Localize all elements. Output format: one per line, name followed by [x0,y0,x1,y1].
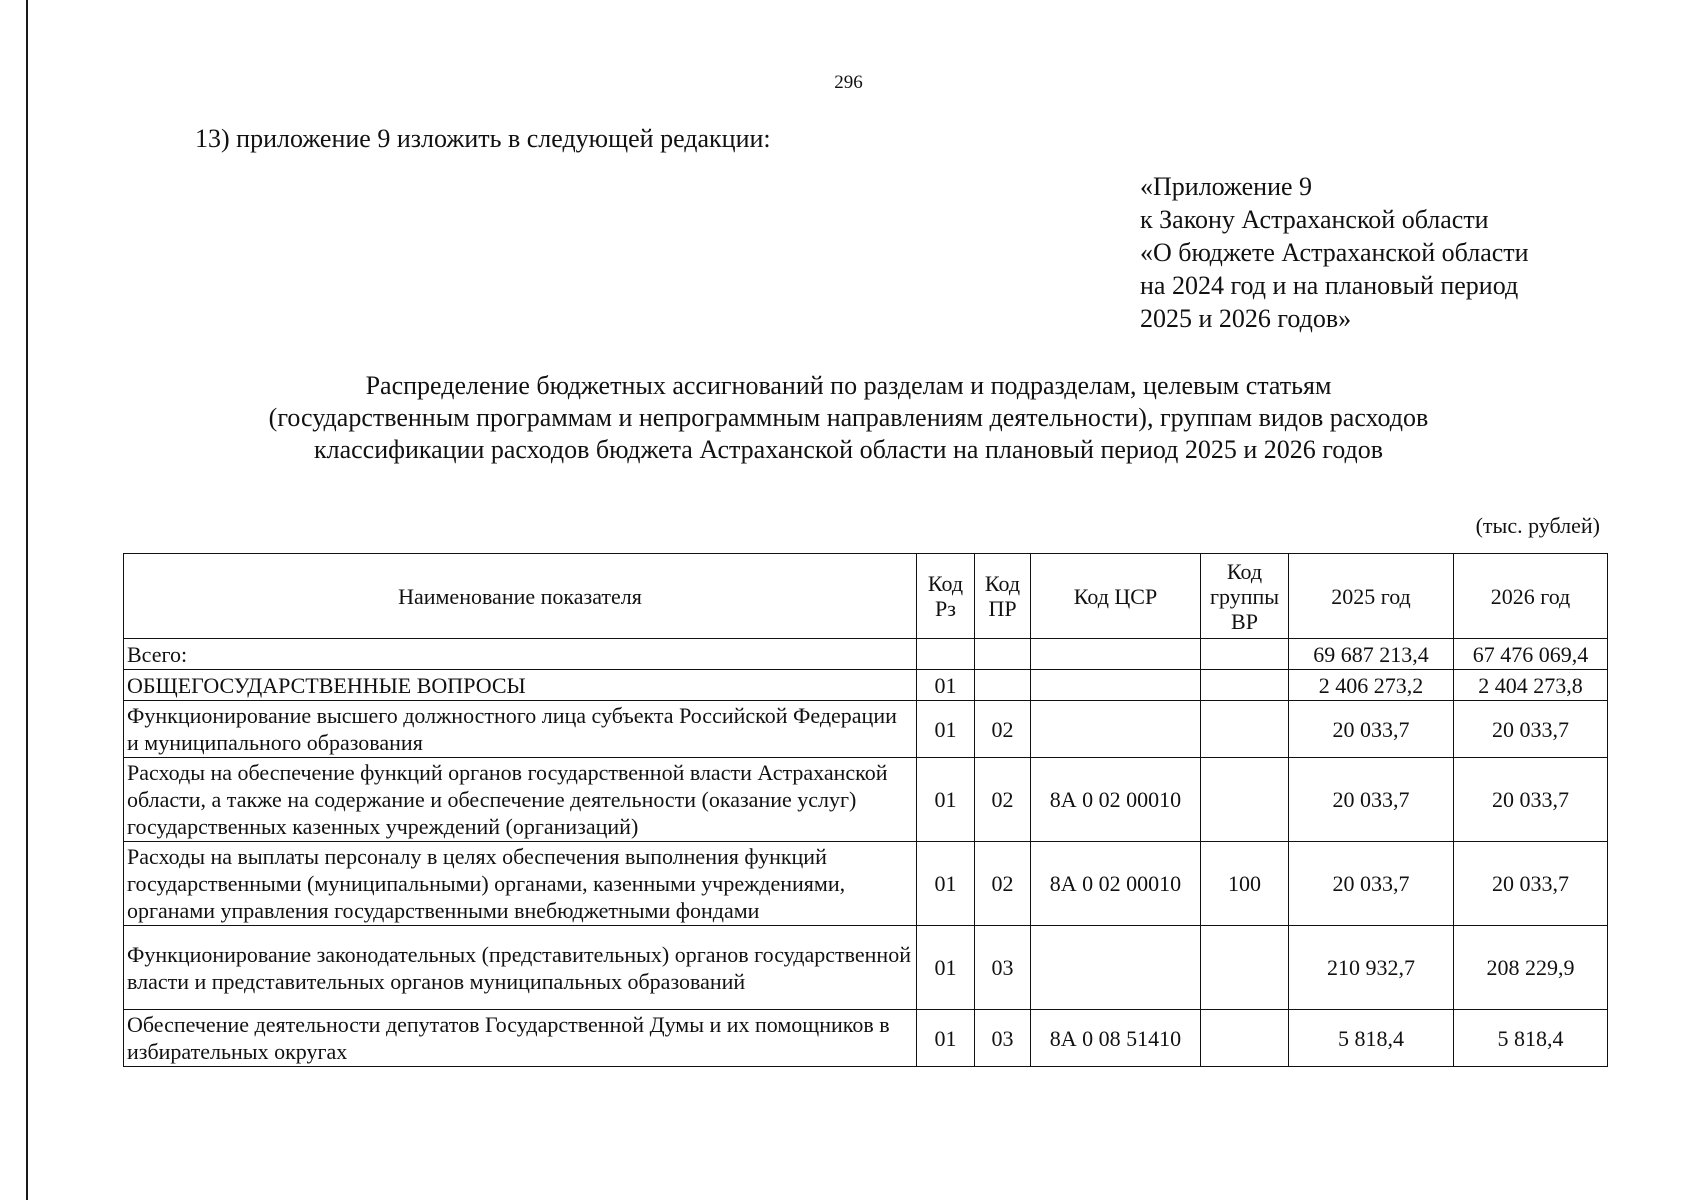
cell-vr [1201,1010,1289,1067]
cell-name: Обеспечение деятельности депутатов Государственной Думы и их помощников в избирательных округах [124,1010,917,1067]
appendix-header-line: «Приложение 9 [1140,172,1313,201]
budget-table [123,553,1608,1067]
cell-2026: 5 818,4 [1454,1010,1608,1067]
cell-csr [1031,670,1201,701]
table-row [124,701,1608,758]
header-2026: 2026 год [1454,554,1608,639]
cell-name: Расходы на выплаты персоналу в целях обеспечения выполнения функций государственными (муниципальными) органами, казенными учреждениями, органами управления государственными внебюджетными фондами [124,842,917,926]
cell-2026: 20 033,7 [1454,701,1608,758]
cell-vr [1201,758,1289,842]
appendix-header-line: на 2024 год и на плановый период [1140,271,1519,300]
header-pr: Код ПР [975,554,1031,639]
cell-csr: 8А 0 02 00010 [1031,842,1201,926]
cell-pr: 03 [975,1010,1031,1067]
cell-csr [1031,701,1201,758]
cell-2025: 69 687 213,4 [1289,639,1454,670]
cell-2025: 20 033,7 [1289,701,1454,758]
cell-2025: 20 033,7 [1289,842,1454,926]
cell-vr [1201,639,1289,670]
cell-2026: 208 229,9 [1454,926,1608,1010]
cell-rz: 01 [917,926,975,1010]
cell-2026: 20 033,7 [1454,842,1608,926]
cell-rz: 01 [917,758,975,842]
table-row [124,1010,1608,1067]
table-row [124,926,1608,1010]
cell-csr [1031,639,1201,670]
cell-2026: 20 033,7 [1454,758,1608,842]
cell-csr: 8А 0 02 00010 [1031,758,1201,842]
cell-pr [975,639,1031,670]
cell-2025: 210 932,7 [1289,926,1454,1010]
table-row [124,758,1608,842]
cell-name: ОБЩЕГОСУДАРСТВЕННЫЕ ВОПРОСЫ [124,670,917,701]
appendix-header-line: «О бюджете Астраханской области [1140,238,1529,267]
table-header-row [124,554,1608,639]
cell-vr [1201,701,1289,758]
header-2025: 2025 год [1289,554,1454,639]
amendment-intro: 13) приложение 9 изложить в следующей редакции: [195,124,771,153]
cell-name: Всего: [124,639,917,670]
cell-2025: 2 406 273,2 [1289,670,1454,701]
table-row [124,842,1608,926]
cell-pr: 03 [975,926,1031,1010]
page-number: 296 [834,72,863,93]
document-title-line: классификации расходов бюджета Астраханской области на плановый период 2025 и 2026 годов [313,435,1384,464]
cell-pr: 02 [975,701,1031,758]
cell-rz: 01 [917,701,975,758]
cell-2026: 2 404 273,8 [1454,670,1608,701]
document-title-line: Распределение бюджетных ассигнований по разделам и подразделам, целевым статьям [365,371,1332,400]
table-row [124,670,1608,701]
cell-vr: 100 [1201,842,1289,926]
cell-rz: 01 [917,842,975,926]
cell-2025: 5 818,4 [1289,1010,1454,1067]
cell-rz: 01 [917,670,975,701]
table-row-total [124,639,1608,670]
cell-rz: 01 [917,1010,975,1067]
cell-csr [1031,926,1201,1010]
cell-name: Функционирование законодательных (представительных) органов государственной власти и представительных органов муниципальных образований [124,926,917,1010]
cell-rz [917,639,975,670]
cell-vr [1201,670,1289,701]
cell-csr: 8А 0 08 51410 [1031,1010,1201,1067]
appendix-header-line: к Закону Астраханской области [1140,205,1489,234]
header-vr: Код группы ВР [1201,554,1289,639]
header-csr: Код ЦСР [1031,554,1201,639]
appendix-header [1140,170,1529,335]
cell-name: Функционирование высшего должностного лица субъекта Российской Федерации и муниципального образования [124,701,917,758]
units-label: (тыс. рублей) [1475,513,1600,538]
document-title-line: (государственным программам и непрограммным направлениям деятельности), группам видов расходов [268,403,1429,432]
cell-pr [975,670,1031,701]
appendix-header-line: 2025 и 2026 годов» [1140,304,1352,333]
cell-pr: 02 [975,758,1031,842]
document-title [0,370,1697,466]
header-name: Наименование показателя [124,554,917,639]
header-rz: Код Рз [917,554,975,639]
cell-name: Расходы на обеспечение функций органов государственной власти Астраханской области, а также на содержание и обеспечение деятельности (оказание услуг) государственных казенных учреждений (организаций) [124,758,917,842]
scan-edge-line [26,0,28,1200]
cell-2025: 20 033,7 [1289,758,1454,842]
cell-pr: 02 [975,842,1031,926]
cell-vr [1201,926,1289,1010]
cell-2026: 67 476 069,4 [1454,639,1608,670]
